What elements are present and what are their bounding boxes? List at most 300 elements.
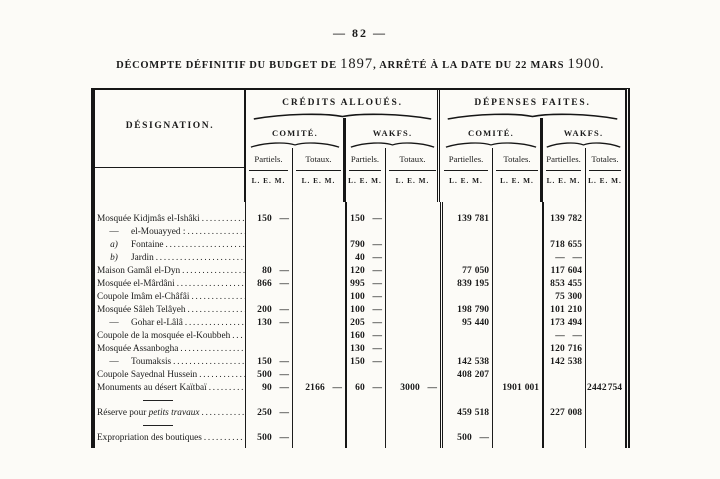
value-pounds: 866 xyxy=(257,278,272,289)
value-pounds: 2166 xyxy=(305,382,325,393)
designation-header: DÉSIGNATION. xyxy=(125,121,215,131)
header-vline xyxy=(292,148,293,202)
cell-credits-comite-partiels xyxy=(245,238,292,251)
cell-credits-wakfs-totaux xyxy=(385,431,440,444)
cell-depenses-comite-totales xyxy=(492,431,542,444)
value-pounds: 120 xyxy=(550,343,565,354)
subgroup-header-credits-wakfs: WAKFS. xyxy=(372,127,413,138)
cell-credits-wakfs-partiels xyxy=(345,329,385,342)
value-milliemes: 001 xyxy=(524,382,539,393)
cell-depenses-comite-totales xyxy=(492,303,542,316)
cell-credits-wakfs-totaux xyxy=(385,329,440,342)
cell-credits-wakfs-partiels xyxy=(345,342,385,355)
cell-credits-wakfs-partiels xyxy=(345,290,385,303)
cell-credits-comite-totaux xyxy=(292,381,345,394)
value-pounds: 75 xyxy=(555,291,565,302)
unit-header: L. E. M. xyxy=(449,175,483,185)
cell-depenses-wakfs-totales xyxy=(585,368,625,381)
page-number: — 82 — xyxy=(333,26,387,40)
title-text: DÉCOMPTE DÉFINITIF DU BUDGET DE xyxy=(116,60,341,71)
cell-credits-comite-totaux xyxy=(292,419,345,431)
brace-rule xyxy=(445,141,537,148)
table-row xyxy=(95,277,625,290)
cell-credits-comite-totaux xyxy=(292,368,345,381)
value-milliemes: — xyxy=(279,304,289,315)
header-vline xyxy=(540,118,543,202)
value-milliemes: — xyxy=(372,304,382,315)
cell-depenses-wakfs-partielles xyxy=(542,444,585,448)
value-milliemes: — xyxy=(372,382,382,393)
dot-leader xyxy=(204,432,245,443)
cell-credits-wakfs-totaux xyxy=(385,264,440,277)
value-milliemes: — xyxy=(372,265,382,276)
value-pounds: 90 xyxy=(262,382,272,393)
row-label: Monuments au désert Kaïtbaï xyxy=(97,382,207,393)
value-pounds: 150 xyxy=(350,356,365,367)
row-label: Fontaine xyxy=(131,239,164,250)
row-label-italic: petits travaux xyxy=(148,407,200,418)
cell-credits-comite-partiels xyxy=(245,355,292,368)
cell-credits-comite-totaux xyxy=(292,394,345,406)
cell-credits-wakfs-partiels xyxy=(345,303,385,316)
cell-depenses-wakfs-partielles xyxy=(542,431,585,444)
cell-credits-wakfs-totaux xyxy=(385,316,440,329)
cell-credits-wakfs-totaux xyxy=(385,368,440,381)
table-row xyxy=(95,329,625,342)
cell-credits-comite-partiels xyxy=(245,342,292,355)
cell-credits-comite-partiels xyxy=(245,264,292,277)
cell-credits-wakfs-partiels xyxy=(345,444,385,448)
value-pounds: 790 xyxy=(350,239,365,250)
value-pounds: 995 xyxy=(350,278,365,289)
value-milliemes: 455 xyxy=(567,278,582,289)
row-label: Coupole Sayednal Hussein xyxy=(97,369,198,380)
value-pounds: 130 xyxy=(350,343,365,354)
row-label: Mosquée Sâleh Telâyeh xyxy=(97,304,186,315)
dot-leader xyxy=(232,330,245,341)
table-row xyxy=(95,406,625,419)
cell-depenses-comite-partielles xyxy=(440,419,492,431)
row-label-prefix: — xyxy=(109,226,119,237)
cell-depenses-wakfs-totales xyxy=(585,444,625,448)
column-header-depenses-wakfs-totales: Totales. xyxy=(591,154,619,164)
spacer-row xyxy=(95,444,625,448)
cell-depenses-comite-totales xyxy=(492,419,542,431)
value-milliemes: — xyxy=(279,369,289,380)
cell-depenses-comite-totales xyxy=(492,444,542,448)
row-label-cell xyxy=(95,329,245,342)
value-pounds: 142 xyxy=(550,356,565,367)
cell-depenses-wakfs-partielles xyxy=(542,394,585,406)
cell-depenses-wakfs-totales xyxy=(585,212,625,225)
cell-depenses-wakfs-partielles xyxy=(542,225,585,238)
value-milliemes: — xyxy=(279,432,289,443)
value-milliemes: 790 xyxy=(474,304,489,315)
table-row xyxy=(95,368,625,381)
row-label: Maison Gamâl el-Dyn xyxy=(97,265,181,276)
value-pounds: 130 xyxy=(257,317,272,328)
row-label-cell xyxy=(95,381,245,394)
cell-depenses-comite-totales xyxy=(492,225,542,238)
unit-rule xyxy=(496,170,538,171)
cell-credits-comite-totaux xyxy=(292,290,345,303)
cell-credits-wakfs-totaux xyxy=(385,394,440,406)
table-row xyxy=(95,212,625,225)
cell-depenses-wakfs-partielles xyxy=(542,264,585,277)
row-label: Jardin xyxy=(131,252,154,263)
value-pounds: — xyxy=(555,330,565,341)
value-milliemes: — xyxy=(427,382,437,393)
row-label-cell xyxy=(95,238,245,251)
value-milliemes: 195 xyxy=(474,278,489,289)
cell-depenses-comite-partielles xyxy=(440,290,492,303)
table-row xyxy=(95,381,625,394)
cell-depenses-wakfs-totales xyxy=(585,277,625,290)
cell-depenses-wakfs-partielles xyxy=(542,329,585,342)
dot-leader xyxy=(209,382,245,393)
value-milliemes: — xyxy=(279,278,289,289)
value-pounds: 500 xyxy=(457,432,472,443)
value-pounds: — xyxy=(555,252,565,263)
separator-rule xyxy=(143,425,173,426)
table-row xyxy=(95,355,625,368)
cell-depenses-comite-partielles xyxy=(440,381,492,394)
cell-credits-wakfs-totaux xyxy=(385,238,440,251)
cell-credits-comite-totaux xyxy=(292,431,345,444)
cell-credits-comite-totaux xyxy=(292,277,345,290)
row-label: Coupole Imâm el-Châfâi xyxy=(97,291,190,302)
brace-rule xyxy=(446,112,619,120)
cell-depenses-wakfs-totales xyxy=(585,290,625,303)
value-milliemes: — xyxy=(372,330,382,341)
cell-credits-wakfs-totaux xyxy=(385,277,440,290)
cell-depenses-comite-totales xyxy=(492,290,542,303)
row-label-cell xyxy=(95,368,245,381)
cell-credits-wakfs-totaux xyxy=(385,444,440,448)
value-pounds: 80 xyxy=(262,265,272,276)
table-row xyxy=(95,238,625,251)
column-header-credits-comite-partiels: Partiels. xyxy=(254,154,283,164)
row-label-cell xyxy=(95,264,245,277)
separator-row xyxy=(95,419,625,431)
cell-credits-comite-totaux xyxy=(292,251,345,264)
row-label: Mosquée Assanbogha xyxy=(97,343,179,354)
cell-depenses-comite-totales xyxy=(492,238,542,251)
cell-credits-comite-totaux xyxy=(292,406,345,419)
row-label: Toumaksis xyxy=(131,356,172,367)
value-milliemes: 655 xyxy=(567,239,582,250)
table-row xyxy=(95,225,625,238)
cell-depenses-comite-partielles xyxy=(440,212,492,225)
value-pounds: 40 xyxy=(355,252,365,263)
unit-header: L. E. M. xyxy=(348,175,382,185)
row-label: Mosquée el-Mârdâni xyxy=(97,278,175,289)
cell-depenses-wakfs-totales xyxy=(585,225,625,238)
value-milliemes: 781 xyxy=(474,213,489,224)
row-label-cell xyxy=(95,419,245,431)
cell-depenses-wakfs-partielles xyxy=(542,277,585,290)
cell-depenses-comite-partielles xyxy=(440,316,492,329)
group-header-depenses: DÉPENSES FAITES. xyxy=(474,97,591,108)
row-label: Coupole de la mosquée el-Koubbeh xyxy=(97,330,231,341)
value-pounds: 839 xyxy=(457,278,472,289)
header-vline xyxy=(385,148,386,202)
title-year-1897: 1897 xyxy=(340,56,374,72)
value-pounds: 853 xyxy=(550,278,565,289)
table-row xyxy=(95,264,625,277)
cell-credits-comite-totaux xyxy=(292,264,345,277)
value-milliemes: 210 xyxy=(567,304,582,315)
cell-depenses-comite-partielles xyxy=(440,355,492,368)
row-label: Expropriation des boutiques xyxy=(97,432,202,443)
row-label-cell xyxy=(95,251,245,264)
unit-header: L. E. M. xyxy=(500,175,534,185)
value-milliemes: 716 xyxy=(567,343,582,354)
value-milliemes: — xyxy=(279,356,289,367)
header-vline xyxy=(343,118,346,202)
cell-depenses-wakfs-totales xyxy=(585,316,625,329)
cell-depenses-wakfs-totales xyxy=(585,355,625,368)
cell-credits-wakfs-partiels xyxy=(345,316,385,329)
cell-depenses-wakfs-totales xyxy=(585,431,625,444)
cell-credits-comite-totaux xyxy=(292,329,345,342)
cell-credits-wakfs-partiels xyxy=(345,419,385,431)
unit-header: L. E. M. xyxy=(251,175,286,185)
value-pounds: 408 xyxy=(457,369,472,380)
cell-depenses-wakfs-partielles xyxy=(542,290,585,303)
unit-header: L. E. M. xyxy=(301,175,336,185)
value-pounds: 459 xyxy=(457,407,472,418)
row-label-cell xyxy=(95,406,245,419)
cell-credits-comite-totaux xyxy=(292,238,345,251)
cell-credits-comite-partiels xyxy=(245,212,292,225)
cell-depenses-wakfs-totales xyxy=(585,394,625,406)
cell-credits-comite-totaux xyxy=(292,355,345,368)
row-label-cell xyxy=(95,202,245,212)
value-milliemes: — xyxy=(479,432,489,443)
cell-depenses-comite-partielles xyxy=(440,431,492,444)
value-milliemes: — xyxy=(372,239,382,250)
cell-depenses-comite-partielles xyxy=(440,342,492,355)
cell-credits-wakfs-totaux xyxy=(385,381,440,394)
dot-leader xyxy=(187,226,245,237)
dot-leader xyxy=(188,304,245,315)
cell-credits-wakfs-totaux xyxy=(385,212,440,225)
cell-credits-comite-partiels xyxy=(245,251,292,264)
cell-depenses-wakfs-totales xyxy=(585,264,625,277)
separator-row xyxy=(95,394,625,406)
unit-header: L. E. M. xyxy=(546,175,581,185)
header-vline xyxy=(585,148,586,202)
cell-depenses-wakfs-totales xyxy=(585,342,625,355)
cell-credits-wakfs-totaux xyxy=(385,355,440,368)
cell-depenses-wakfs-totales xyxy=(585,406,625,419)
value-milliemes: — xyxy=(332,382,342,393)
value-milliemes: — xyxy=(279,213,289,224)
column-header-depenses-comite-totales: Totales. xyxy=(503,154,531,164)
value-pounds: 718 xyxy=(550,239,565,250)
table-row xyxy=(95,303,625,316)
cell-credits-comite-totaux xyxy=(292,225,345,238)
subgroup-header-depenses-wakfs: WAKFS. xyxy=(563,127,604,138)
row-label: Gohar el-Lâlâ xyxy=(131,317,183,328)
cell-credits-wakfs-partiels xyxy=(345,202,385,212)
cell-depenses-wakfs-totales xyxy=(585,419,625,431)
cell-credits-wakfs-partiels xyxy=(345,381,385,394)
unit-rule xyxy=(349,170,381,171)
cell-credits-comite-totaux xyxy=(292,342,345,355)
row-label-cell xyxy=(95,277,245,290)
cell-credits-wakfs-partiels xyxy=(345,406,385,419)
value-milliemes: — xyxy=(372,291,382,302)
cell-depenses-wakfs-partielles xyxy=(542,251,585,264)
cell-credits-wakfs-partiels xyxy=(345,212,385,225)
dot-leader xyxy=(185,317,245,328)
value-pounds: 100 xyxy=(350,304,365,315)
cell-credits-comite-totaux xyxy=(292,316,345,329)
cell-depenses-comite-partielles xyxy=(440,329,492,342)
cell-credits-wakfs-totaux xyxy=(385,251,440,264)
cell-credits-wakfs-totaux xyxy=(385,225,440,238)
budget-table xyxy=(91,88,630,448)
cell-credits-comite-totaux xyxy=(292,444,345,448)
cell-depenses-comite-totales xyxy=(492,329,542,342)
row-label-prefix: b) xyxy=(110,252,118,263)
cell-credits-comite-totaux xyxy=(292,212,345,225)
value-milliemes: — xyxy=(572,330,582,341)
table-header xyxy=(95,90,625,202)
cell-credits-comite-partiels xyxy=(245,316,292,329)
cell-depenses-comite-totales xyxy=(492,355,542,368)
header-vline xyxy=(437,90,440,202)
value-milliemes: 300 xyxy=(567,291,582,302)
subgroup-header-credits-comite: COMITÉ. xyxy=(272,127,318,138)
value-pounds: 139 xyxy=(457,213,472,224)
value-milliemes: 494 xyxy=(567,317,582,328)
table-row xyxy=(95,342,625,355)
value-pounds: 173 xyxy=(550,317,565,328)
value-pounds: 142 xyxy=(457,356,472,367)
table-row xyxy=(95,290,625,303)
cell-depenses-comite-partielles xyxy=(440,394,492,406)
value-milliemes: — xyxy=(372,317,382,328)
value-milliemes: 440 xyxy=(474,317,489,328)
row-label-cell xyxy=(95,290,245,303)
cell-credits-comite-partiels xyxy=(245,444,292,448)
table-body xyxy=(95,202,625,448)
dot-leader xyxy=(199,369,245,380)
value-pounds: 150 xyxy=(350,213,365,224)
row-label-cell xyxy=(95,355,245,368)
cell-credits-comite-totaux xyxy=(292,303,345,316)
cell-credits-wakfs-partiels xyxy=(345,225,385,238)
dot-leader xyxy=(177,278,245,289)
cell-credits-comite-partiels xyxy=(245,202,292,212)
value-pounds: 205 xyxy=(350,317,365,328)
column-header-depenses-comite-partielles: Partielles. xyxy=(448,154,484,164)
column-header-credits-wakfs-totaux: Totaux. xyxy=(399,154,426,164)
row-label-cell xyxy=(95,342,245,355)
value-pounds: 100 xyxy=(350,291,365,302)
cell-depenses-comite-totales xyxy=(492,368,542,381)
row-label-cell xyxy=(95,431,245,444)
cell-depenses-comite-totales xyxy=(492,394,542,406)
cell-credits-wakfs-partiels xyxy=(345,264,385,277)
cell-credits-comite-partiels xyxy=(245,329,292,342)
dot-leader xyxy=(166,239,245,250)
cell-depenses-comite-totales xyxy=(492,202,542,212)
cell-credits-comite-partiels xyxy=(245,431,292,444)
row-label: Mosquée Kidjmâs el-Ishâki xyxy=(97,213,200,224)
cell-depenses-wakfs-totales xyxy=(585,238,625,251)
value-pounds: 95 xyxy=(462,317,472,328)
cell-credits-comite-partiels xyxy=(245,303,292,316)
cell-depenses-comite-partielles xyxy=(440,303,492,316)
cell-depenses-comite-partielles xyxy=(440,444,492,448)
cell-credits-wakfs-partiels xyxy=(345,277,385,290)
value-pounds: 2442 xyxy=(587,382,607,393)
cell-depenses-wakfs-partielles xyxy=(542,419,585,431)
dot-leader xyxy=(156,252,245,263)
cell-credits-comite-partiels xyxy=(245,290,292,303)
header-vline xyxy=(492,148,493,202)
subgroup-header-depenses-comite: COMITÉ. xyxy=(468,127,514,138)
value-milliemes: 754 xyxy=(607,382,622,393)
unit-rule xyxy=(546,170,581,171)
value-pounds: 117 xyxy=(550,265,565,276)
cell-depenses-comite-totales xyxy=(492,212,542,225)
row-label: Réserve pour petits travaux xyxy=(97,407,200,418)
table-row xyxy=(95,431,625,444)
unit-rule xyxy=(389,170,436,171)
cell-credits-wakfs-partiels xyxy=(345,431,385,444)
cell-depenses-wakfs-partielles xyxy=(542,381,585,394)
title-year-1900: 1900 xyxy=(567,56,601,72)
cell-depenses-wakfs-partielles xyxy=(542,406,585,419)
value-milliemes: — xyxy=(372,356,382,367)
cell-depenses-wakfs-partielles xyxy=(542,212,585,225)
table-row xyxy=(95,251,625,264)
value-milliemes: — xyxy=(372,213,382,224)
row-label-cell xyxy=(95,316,245,329)
dot-leader xyxy=(202,407,245,418)
dot-leader xyxy=(202,213,245,224)
spacer-row xyxy=(95,202,625,212)
cell-depenses-wakfs-totales xyxy=(585,303,625,316)
cell-depenses-comite-totales xyxy=(492,342,542,355)
cell-depenses-comite-totales xyxy=(492,381,542,394)
cell-credits-wakfs-partiels xyxy=(345,394,385,406)
value-milliemes: — xyxy=(279,317,289,328)
unit-rule xyxy=(249,170,288,171)
cell-credits-comite-partiels xyxy=(245,225,292,238)
cell-depenses-comite-partielles xyxy=(440,277,492,290)
value-milliemes: — xyxy=(572,252,582,263)
value-milliemes: 538 xyxy=(474,356,489,367)
dot-leader xyxy=(180,343,245,354)
value-pounds: 500 xyxy=(257,369,272,380)
cell-depenses-comite-totales xyxy=(492,406,542,419)
title-text: , ARRÊTÉ À LA DATE DU 22 MARS xyxy=(373,60,568,71)
column-header-credits-wakfs-partiels: Partiels. xyxy=(350,154,380,164)
brace-rule xyxy=(546,141,621,148)
cell-depenses-comite-partielles xyxy=(440,251,492,264)
cell-depenses-comite-partielles xyxy=(440,238,492,251)
cell-depenses-wakfs-totales xyxy=(585,381,625,394)
value-pounds: 60 xyxy=(355,382,365,393)
cell-credits-wakfs-totaux xyxy=(385,419,440,431)
cell-depenses-wakfs-totales xyxy=(585,202,625,212)
